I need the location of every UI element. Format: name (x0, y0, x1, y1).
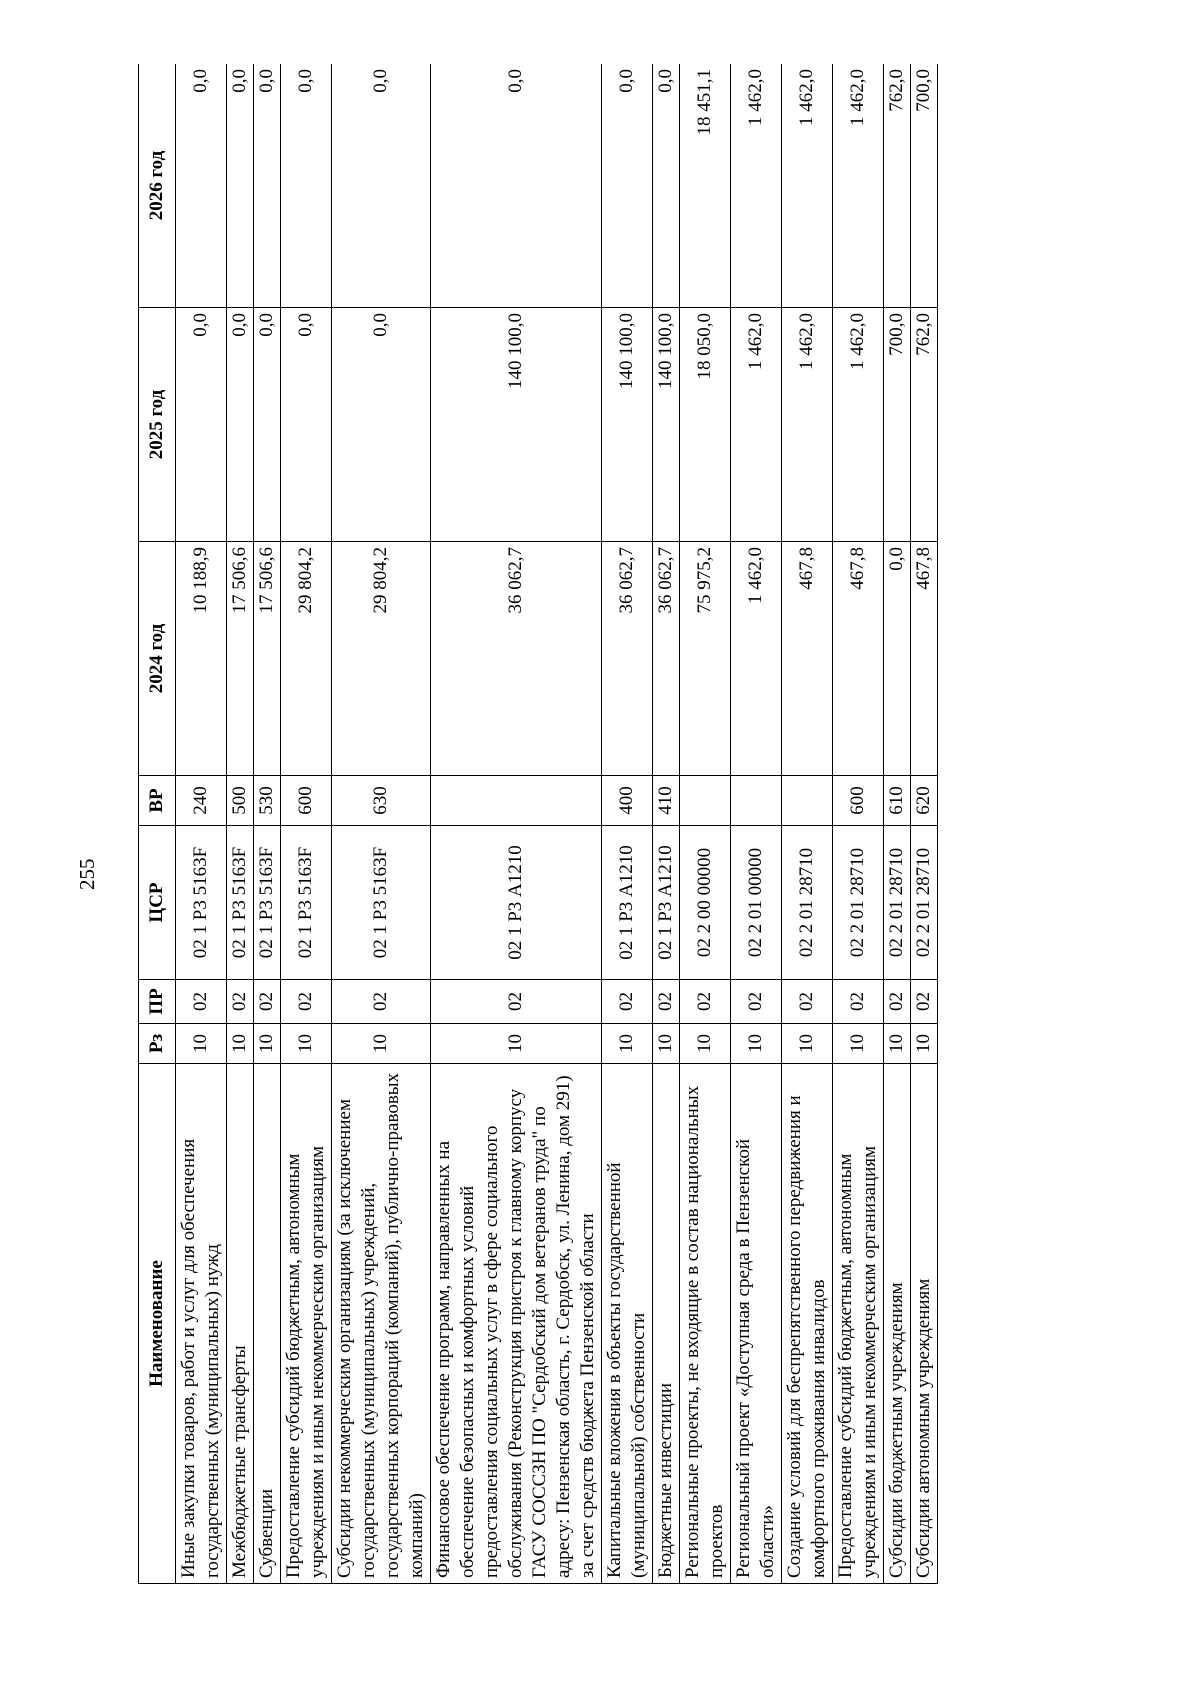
cell-2026: 1 462,0 (833, 64, 884, 308)
cell-vr: 600 (281, 776, 332, 826)
cell-vr: 610 (884, 776, 911, 826)
cell-rz: 10 (680, 1024, 731, 1064)
cell-2024: 1 462,0 (731, 542, 782, 776)
cell-csr: 02 2 01 00000 (731, 826, 782, 980)
cell-rz: 10 (254, 1024, 281, 1064)
cell-pr: 02 (431, 980, 602, 1024)
cell-pr: 02 (281, 980, 332, 1024)
cell-2026: 18 451,1 (680, 64, 731, 308)
cell-2026: 0,0 (176, 64, 227, 308)
cell-rz: 10 (431, 1024, 602, 1064)
table-row (176, 64, 227, 1584)
cell-2025: 0,0 (281, 308, 332, 542)
cell-rz: 10 (884, 1024, 911, 1064)
table-row (431, 64, 602, 1584)
cell-csr: 02 1 Р3 А1210 (653, 826, 680, 980)
cell-2024: 29 804,2 (332, 542, 431, 776)
cell-csr: 02 2 01 28710 (884, 826, 911, 980)
cell-2026: 762,0 (884, 64, 911, 308)
cell-2024: 36 062,7 (602, 542, 653, 776)
cell-name: Иные закупки товаров, работ и услуг для обеспечения государственных (муниципальных) нужд (176, 1064, 227, 1584)
header-vr: ВР (139, 776, 176, 826)
cell-rz: 10 (911, 1024, 938, 1064)
cell-rz: 10 (782, 1024, 833, 1064)
cell-2024: 36 062,7 (431, 542, 602, 776)
cell-rz: 10 (731, 1024, 782, 1064)
cell-rz: 10 (227, 1024, 254, 1064)
cell-2025: 140 100,0 (431, 308, 602, 542)
cell-2025: 0,0 (332, 308, 431, 542)
cell-2026: 1 462,0 (782, 64, 833, 308)
rotated-table-wrapper (138, 64, 1018, 1584)
cell-2024: 467,8 (911, 542, 938, 776)
cell-rz: 10 (332, 1024, 431, 1064)
table-body (176, 64, 938, 1584)
cell-name: Региональные проекты, не входящие в состав национальных проектов (680, 1064, 731, 1584)
cell-pr: 02 (176, 980, 227, 1024)
table-row (281, 64, 332, 1584)
cell-2025: 700,0 (884, 308, 911, 542)
table-row (911, 64, 938, 1584)
header-csr: ЦСР (139, 826, 176, 980)
cell-2024: 17 506,6 (254, 542, 281, 776)
cell-csr: 02 1 Р3 А1210 (431, 826, 602, 980)
cell-vr: 600 (833, 776, 884, 826)
table-row (680, 64, 731, 1584)
cell-2025: 140 100,0 (653, 308, 680, 542)
header-2026: 2026 год (139, 64, 176, 308)
cell-vr: 400 (602, 776, 653, 826)
cell-vr (431, 776, 602, 826)
cell-name: Региональный проект «Доступная среда в Пензенской области» (731, 1064, 782, 1584)
cell-pr: 02 (782, 980, 833, 1024)
header-rz: Рз (139, 1024, 176, 1064)
cell-2026: 0,0 (332, 64, 431, 308)
cell-name: Создание условий для беспрепятственного передвижения и комфортного проживания инвалидов (782, 1064, 833, 1584)
header-2025: 2025 год (139, 308, 176, 542)
table-row (833, 64, 884, 1584)
cell-pr: 02 (884, 980, 911, 1024)
cell-name: Субсидии автономным учреждениям (911, 1064, 938, 1584)
cell-pr: 02 (254, 980, 281, 1024)
cell-2026: 0,0 (254, 64, 281, 308)
cell-2025: 18 050,0 (680, 308, 731, 542)
table-row (782, 64, 833, 1584)
cell-rz: 10 (176, 1024, 227, 1064)
cell-vr: 530 (254, 776, 281, 826)
cell-name: Субсидии бюджетным учреждениям (884, 1064, 911, 1584)
cell-2025: 1 462,0 (782, 308, 833, 542)
cell-2025: 762,0 (911, 308, 938, 542)
table-row (227, 64, 254, 1584)
cell-2026: 0,0 (431, 64, 602, 308)
cell-2026: 0,0 (281, 64, 332, 308)
cell-pr: 02 (911, 980, 938, 1024)
cell-csr: 02 1 Р3 А1210 (602, 826, 653, 980)
cell-rz: 10 (833, 1024, 884, 1064)
cell-2024: 75 975,2 (680, 542, 731, 776)
header-name: Наименование (139, 1064, 176, 1584)
cell-pr: 02 (731, 980, 782, 1024)
page-number: 255 (75, 858, 99, 890)
cell-csr: 02 1 Р3 5163F (281, 826, 332, 980)
cell-pr: 02 (833, 980, 884, 1024)
cell-2025: 0,0 (176, 308, 227, 542)
cell-2024: 467,8 (833, 542, 884, 776)
cell-vr: 240 (176, 776, 227, 826)
cell-2024: 10 188,9 (176, 542, 227, 776)
cell-name: Финансовое обеспечение программ, направленных на обеспечение безопасных и комфортных условий предоставления социальных услуг в сфере социального обслуживания (Реконструкция пристроя к главному корпусу ГАСУ СОССЗН ПО "Сердобский дом ветеранов труда" по адресу: Пензенская область, г. Сердобск, ул. Ленина, дом 291) за счет средств бюджета Пензенской области (431, 1064, 602, 1584)
cell-pr: 02 (227, 980, 254, 1024)
header-pr: ПР (139, 980, 176, 1024)
cell-pr: 02 (680, 980, 731, 1024)
cell-vr (680, 776, 731, 826)
cell-name: Субсидии некоммерческим организациям (за исключением государственных (муниципальных) учреждений, государственных корпораций (компаний), публично-правовых компаний) (332, 1064, 431, 1584)
cell-2026: 0,0 (653, 64, 680, 308)
cell-name: Субвенции (254, 1064, 281, 1584)
cell-2024: 36 062,7 (653, 542, 680, 776)
cell-vr (782, 776, 833, 826)
cell-vr: 620 (911, 776, 938, 826)
cell-2024: 467,8 (782, 542, 833, 776)
cell-pr: 02 (653, 980, 680, 1024)
table-container (138, 64, 1018, 1584)
cell-pr: 02 (602, 980, 653, 1024)
cell-2024: 17 506,6 (227, 542, 254, 776)
cell-csr: 02 2 01 28710 (782, 826, 833, 980)
cell-2025: 1 462,0 (833, 308, 884, 542)
table-row (653, 64, 680, 1584)
cell-rz: 10 (602, 1024, 653, 1064)
cell-csr: 02 1 Р3 5163F (254, 826, 281, 980)
cell-2026: 0,0 (602, 64, 653, 308)
cell-name: Капитальные вложения в объекты государственной (муниципальной) собственности (602, 1064, 653, 1584)
cell-csr: 02 2 01 28710 (833, 826, 884, 980)
cell-2026: 0,0 (227, 64, 254, 308)
cell-2024: 29 804,2 (281, 542, 332, 776)
cell-2026: 700,0 (911, 64, 938, 308)
cell-csr: 02 1 Р3 5163F (227, 826, 254, 980)
cell-name: Бюджетные инвестиции (653, 1064, 680, 1584)
cell-2025: 0,0 (227, 308, 254, 542)
cell-rz: 10 (281, 1024, 332, 1064)
table-header-row (139, 64, 176, 1584)
table-row (332, 64, 431, 1584)
cell-2026: 1 462,0 (731, 64, 782, 308)
cell-csr: 02 1 Р3 5163F (332, 826, 431, 980)
cell-name: Предоставление субсидий бюджетным, автономным учреждениям и иным некоммерческим организациям (833, 1064, 884, 1584)
budget-table (138, 64, 938, 1584)
cell-vr: 500 (227, 776, 254, 826)
cell-csr: 02 2 00 00000 (680, 826, 731, 980)
cell-2024: 0,0 (884, 542, 911, 776)
table-row (731, 64, 782, 1584)
cell-vr: 410 (653, 776, 680, 826)
cell-2025: 1 462,0 (731, 308, 782, 542)
cell-csr: 02 2 01 28710 (911, 826, 938, 980)
cell-name: Предоставление субсидий бюджетным, автономным учреждениям и иным некоммерческим организациям (281, 1064, 332, 1584)
cell-csr: 02 1 Р3 5163F (176, 826, 227, 980)
header-2024: 2024 год (139, 542, 176, 776)
table-row (884, 64, 911, 1584)
cell-name: Межбюджетные трансферты (227, 1064, 254, 1584)
cell-vr (731, 776, 782, 826)
table-row (602, 64, 653, 1584)
cell-2025: 140 100,0 (602, 308, 653, 542)
cell-rz: 10 (653, 1024, 680, 1064)
table-row (254, 64, 281, 1584)
cell-pr: 02 (332, 980, 431, 1024)
cell-vr: 630 (332, 776, 431, 826)
cell-2025: 0,0 (254, 308, 281, 542)
